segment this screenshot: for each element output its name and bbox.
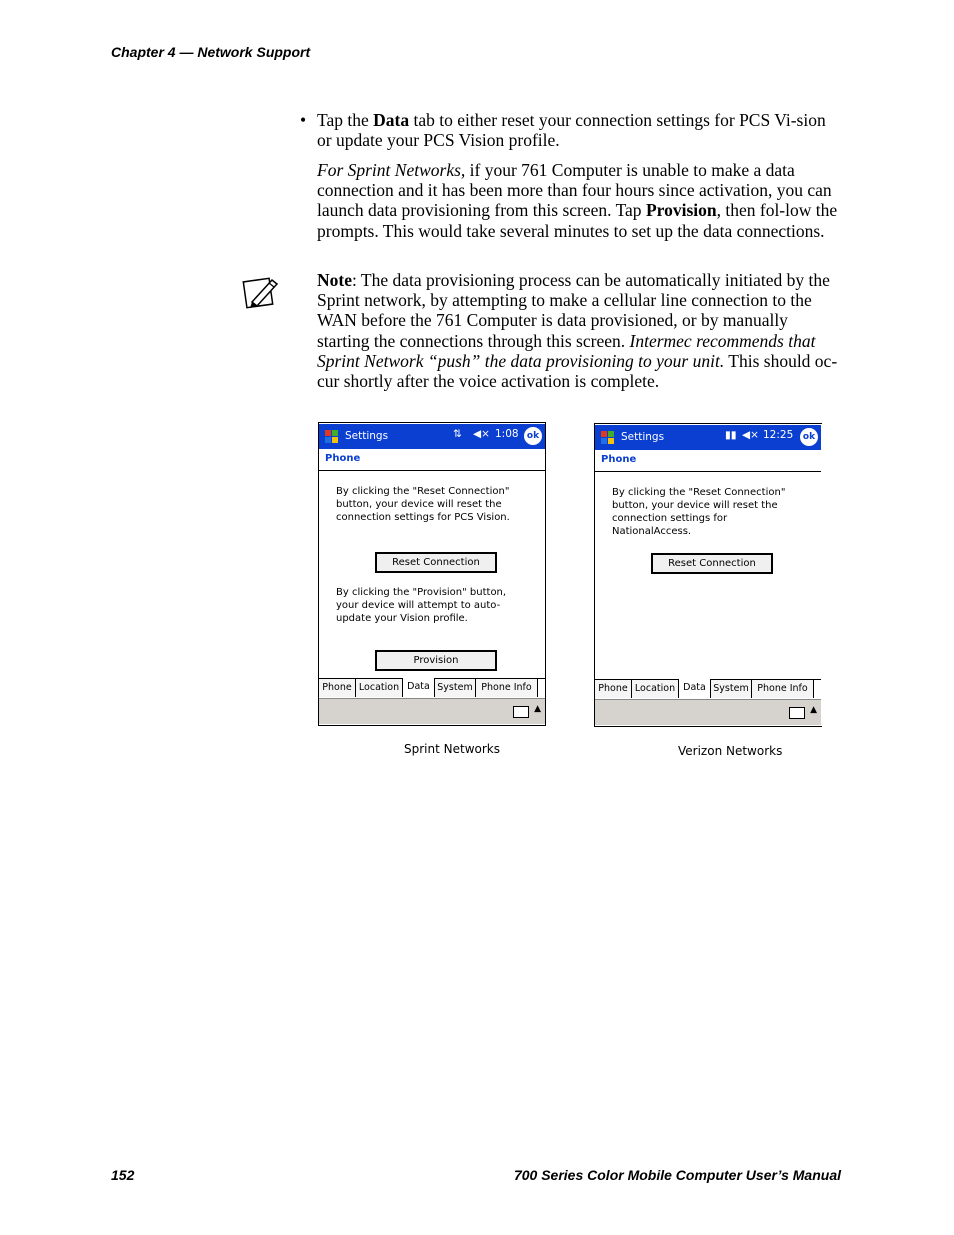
ok-button[interactable]: ok [800,428,818,446]
tab-phone[interactable]: Phone [595,680,632,698]
tab-phone[interactable]: Phone [319,679,356,697]
p2-bold-provision: Provision [645,200,717,221]
sprint-window-title: Settings [345,430,389,442]
sprint-titlebar [319,424,545,449]
tab-phone-info[interactable]: Phone Info [476,679,538,697]
tab-data[interactable]: Data [679,679,711,698]
tab-location[interactable]: Location [356,679,403,697]
ok-button[interactable]: ok [524,427,542,445]
reset-connection-button[interactable]: Reset Connection [375,552,497,573]
p1-bold-data: Data [373,110,410,130]
windows-start-icon[interactable] [598,428,617,447]
windows-start-icon[interactable] [322,427,341,446]
verizon-screenshot [594,423,822,727]
input-arrow-icon[interactable]: ▲ [810,705,817,715]
note-label: Note [317,270,352,290]
verizon-window-title: Settings [621,431,665,443]
p2-text-b: , then fol-low the prompts. This would take several minutes to set up the data connections. [317,200,838,241]
p2-italic: For Sprint Networks, [317,160,466,180]
speaker-icon[interactable]: ◀× [742,429,759,441]
tab-system[interactable]: System [435,679,476,697]
sprint-clock[interactable]: 1:08 [495,428,519,440]
note-italic: Intermec recommends that Sprint Network “push” the data provisioning to your unit. [317,330,816,371]
verizon-clock[interactable]: 12:25 [763,429,794,441]
tab-location[interactable]: Location [632,680,679,698]
speaker-icon[interactable]: ◀× [473,428,490,440]
p1-text-a: Tap the [317,110,374,130]
paragraph-sprint [317,160,842,241]
note-paragraph [317,270,842,391]
signal-icon: ▮▮ [725,429,737,441]
tab-strip [595,679,821,699]
note-text-b: This should oc-cur shortly after the voice activation is complete. [317,350,838,392]
provision-description: By clicking the "Provision" button, your device will attempt to auto-update your Vision profile. [336,587,507,624]
p2-text-a: if your 761 Computer is unable to make a data connection and it has been more than four hours since activation, you can launch data provisioning from this screen. Tap [317,160,832,221]
tab-phone-info[interactable]: Phone Info [752,680,814,698]
manual-title: 700 Series Color Mobile Computer User’s Manual [513,1167,841,1183]
note-pencil-icon [242,272,282,312]
keyboard-icon[interactable] [789,707,805,719]
input-arrow-icon[interactable]: ▲ [534,704,541,714]
chapter-header: Chapter 4 — Network Support [111,44,311,60]
tab-strip [319,678,545,698]
tab-system[interactable]: System [711,680,752,698]
tab-data[interactable]: Data [403,678,435,697]
pane-title: Phone [325,453,361,464]
page-number: 152 [111,1167,135,1183]
reset-connection-button[interactable]: Reset Connection [651,553,773,574]
verizon-caption: Verizon Networks [678,744,783,758]
sprint-caption: Sprint Networks [404,742,500,756]
menu-bar [595,699,821,725]
paragraph-data-tab [317,110,842,150]
signal-icon: ⇅ [453,428,462,440]
verizon-titlebar [595,425,821,450]
bullet-marker: • [300,110,307,130]
p1-text-b: tab to either reset your connection settings for PCS Vi-sion or update your PCS Vision profile. [317,110,826,151]
sprint-screenshot [318,422,546,726]
note-text-a: : The data provisioning process can be automatically initiated by the Sprint network, by attempting to make a cellular line connection to the WAN before the 761 Computer is data provisioned, or by manually starting the connections through this screen. [317,270,830,351]
provision-button[interactable]: Provision [375,650,497,671]
reset-description: By clicking the "Reset Connection" button, your device will reset the connection settings for PCS Vision. [336,486,510,523]
reset-description: By clicking the "Reset Connection" button, your device will reset the connection settings for NationalAccess. [612,487,786,537]
pane-title: Phone [601,454,637,465]
keyboard-icon[interactable] [513,706,529,718]
menu-bar [319,698,545,724]
